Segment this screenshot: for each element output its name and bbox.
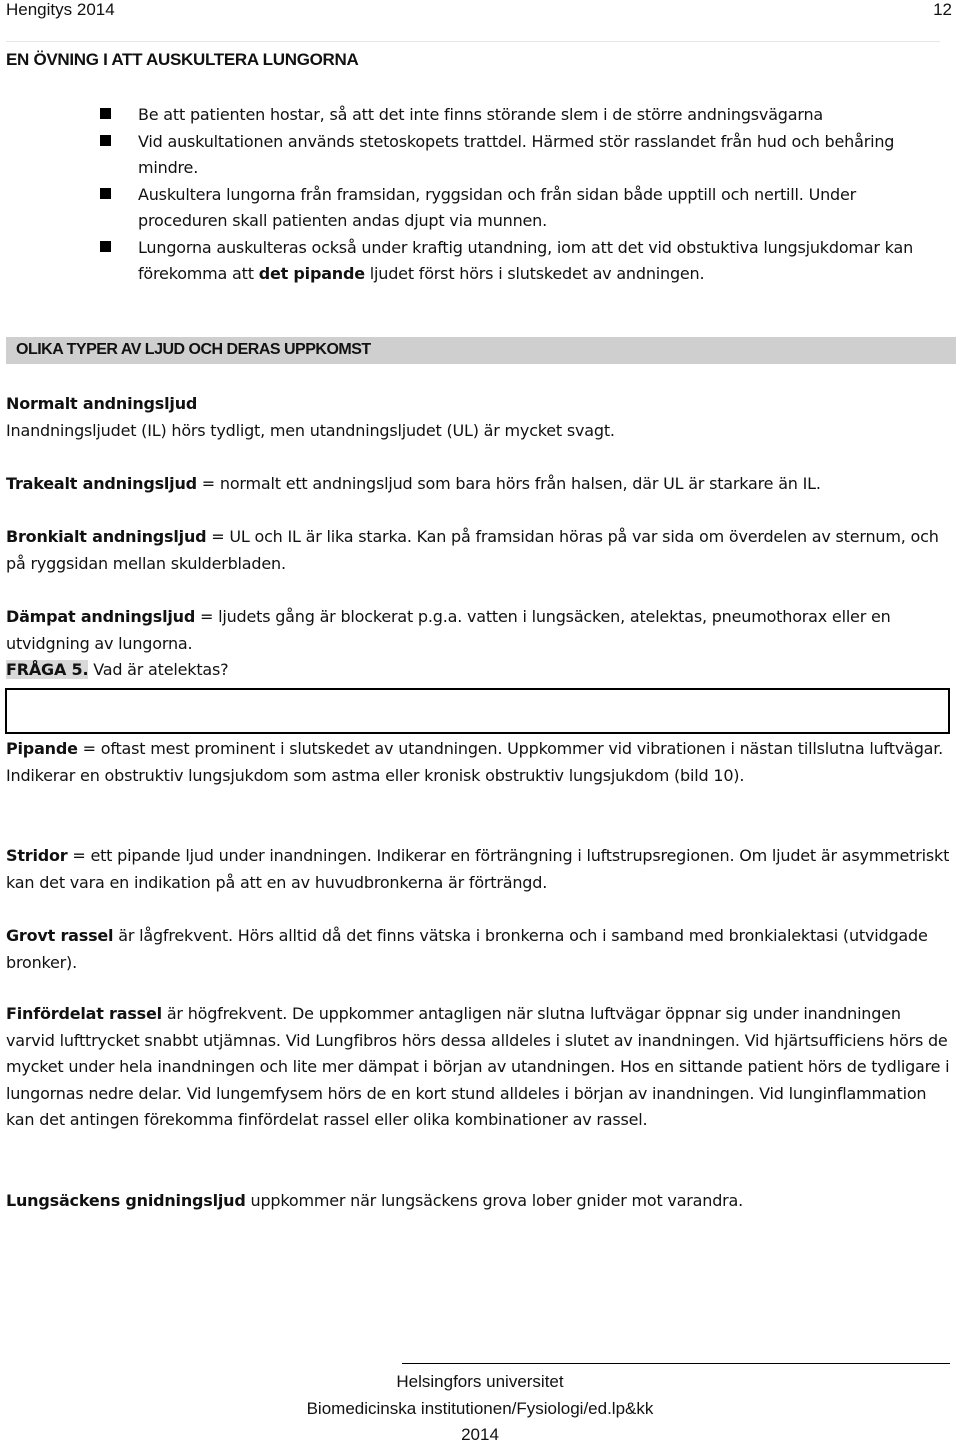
- term: Pipande: [6, 739, 78, 758]
- pleural-rub-description: Lungsäckens gnidningsljud uppkommer när lungsäckens grova lober gnider mot varandra.: [6, 1191, 744, 1210]
- footer-year: 2014: [461, 1425, 499, 1444]
- stridor-description: Stridor = ett pipande ljud under inandningen. Indikerar en förträngning i luftstrupsregionen. Om ljudet är asymmetriskt kan det vara en indikation på att en av huvudbronkerna är förträngd.: [6, 846, 950, 892]
- question-label: FRÅGA 5.: [6, 660, 89, 679]
- wheeze-description: Pipande = oftast mest prominent i slutskedet av utandningen. Uppkommer vid vibrationen i nästan tillslutna luftvägar. Indikerar en obstruktiv lungsjukdom som astma eller kronisk obstruktiv lungsjukdom (bild 10).: [6, 739, 944, 785]
- list-item: Vid auskultationen används stetoskopets trattdel. Härmed stör rasslandet från hud och behåring mindre.: [100, 129, 950, 182]
- list-item: Auskultera lungorna från framsidan, ryggsidan och från sidan både upptill och nertill. Under proceduren skall patienten andas djupt via munnen.: [100, 182, 950, 235]
- footer-university: Helsingfors universitet: [396, 1372, 564, 1391]
- page-number: 12: [933, 0, 952, 19]
- term: Normalt andningsljud: [6, 394, 198, 413]
- header-title: Hengitys 2014: [6, 0, 115, 19]
- dampened-breath-sound: Dämpat andningsljud = ljudets gång är blockerat p.g.a. vatten i lungsäcken, atelektas, pneumothorax eller en utvidgning av lungorna. FRÅGA 5. Vad är atelektas?: [6, 607, 891, 679]
- footer-divider: [402, 1363, 950, 1364]
- list-item: Lungorna auskulteras också under kraftig utandning, iom att det vid obstuktiva lungsjukdomar kan förekomma att det pipande ljudet först hörs i slutskedet av andningen.: [100, 235, 950, 288]
- term: Dämpat andningsljud: [6, 607, 196, 626]
- footer-department: Biomedicinska institutionen/Fysiologi/ed.lp&kk: [306, 1399, 654, 1418]
- header-divider: [6, 41, 940, 42]
- section-heading-band: [6, 337, 956, 364]
- square-bullet-icon: [100, 108, 111, 119]
- tracheal-breath-sound: Trakealt andningsljud = normalt ett andningsljud som bara hörs från halsen, där UL är starkare än IL.: [6, 474, 821, 493]
- term: Trakealt andningsljud: [6, 474, 197, 493]
- instruction-list: [100, 102, 950, 288]
- coarse-crackles-description: Grovt rassel är lågfrekvent. Hörs alltid då det finns vätska i bronkerna och i samband med bronkialektasi (utvidgade bronker).: [6, 926, 928, 972]
- bronchial-breath-sound: Bronkialt andningsljud = UL och IL är lika starka. Kan på framsidan höras på var sida om överdelen av sternum, och på ryggsidan mellan skulderbladen.: [6, 527, 939, 573]
- page-header: [0, 0, 960, 44]
- answer-field[interactable]: [5, 688, 950, 734]
- term: Finfördelat rassel: [6, 1004, 162, 1023]
- list-item: Be att patienten hostar, så att det inte finns störande slem i de större andningsvägarna: [100, 102, 950, 129]
- term: Grovt rassel: [6, 926, 114, 945]
- term: Bronkialt andningsljud: [6, 527, 207, 546]
- section-title: OLIKA TYPER AV LJUD OCH DERAS UPPKOMST: [16, 341, 371, 358]
- question-text: Vad är atelektas?: [88, 660, 229, 679]
- term: Lungsäckens gnidningsljud: [6, 1191, 246, 1210]
- square-bullet-icon: [100, 241, 111, 252]
- exercise-title: EN ÖVNING I ATT AUSKULTERA LUNGORNA: [6, 50, 359, 69]
- square-bullet-icon: [100, 188, 111, 199]
- square-bullet-icon: [100, 135, 111, 146]
- fine-crackles-description: Finfördelat rassel är högfrekvent. De uppkommer antagligen när slutna luftvägar öppnar sig under inandningen varvid lufttrycket snabbt utjämnas. Vid Lungfibros hörs dessa alldeles i slutet av inandningen. Vid hjärtsufficiens hörs de mycket under hela inandningen och lite mer dämpat i början av utandningen. Hos en sittande patient hörs de tydligare i lungornas nedre delar. Vid lungemfysem hörs de en kort stund alldeles i början av inandningen. Vid lunginflammation kan det antingen förekomma finfördelat rassel eller olika kombinationer av rassel.: [6, 1004, 950, 1129]
- normal-breath-sound: Normalt andningsljud Inandningsljudet (IL) hörs tydligt, men utandningsljudet (UL) är mycket svagt.: [6, 394, 615, 440]
- term: Stridor: [6, 846, 68, 865]
